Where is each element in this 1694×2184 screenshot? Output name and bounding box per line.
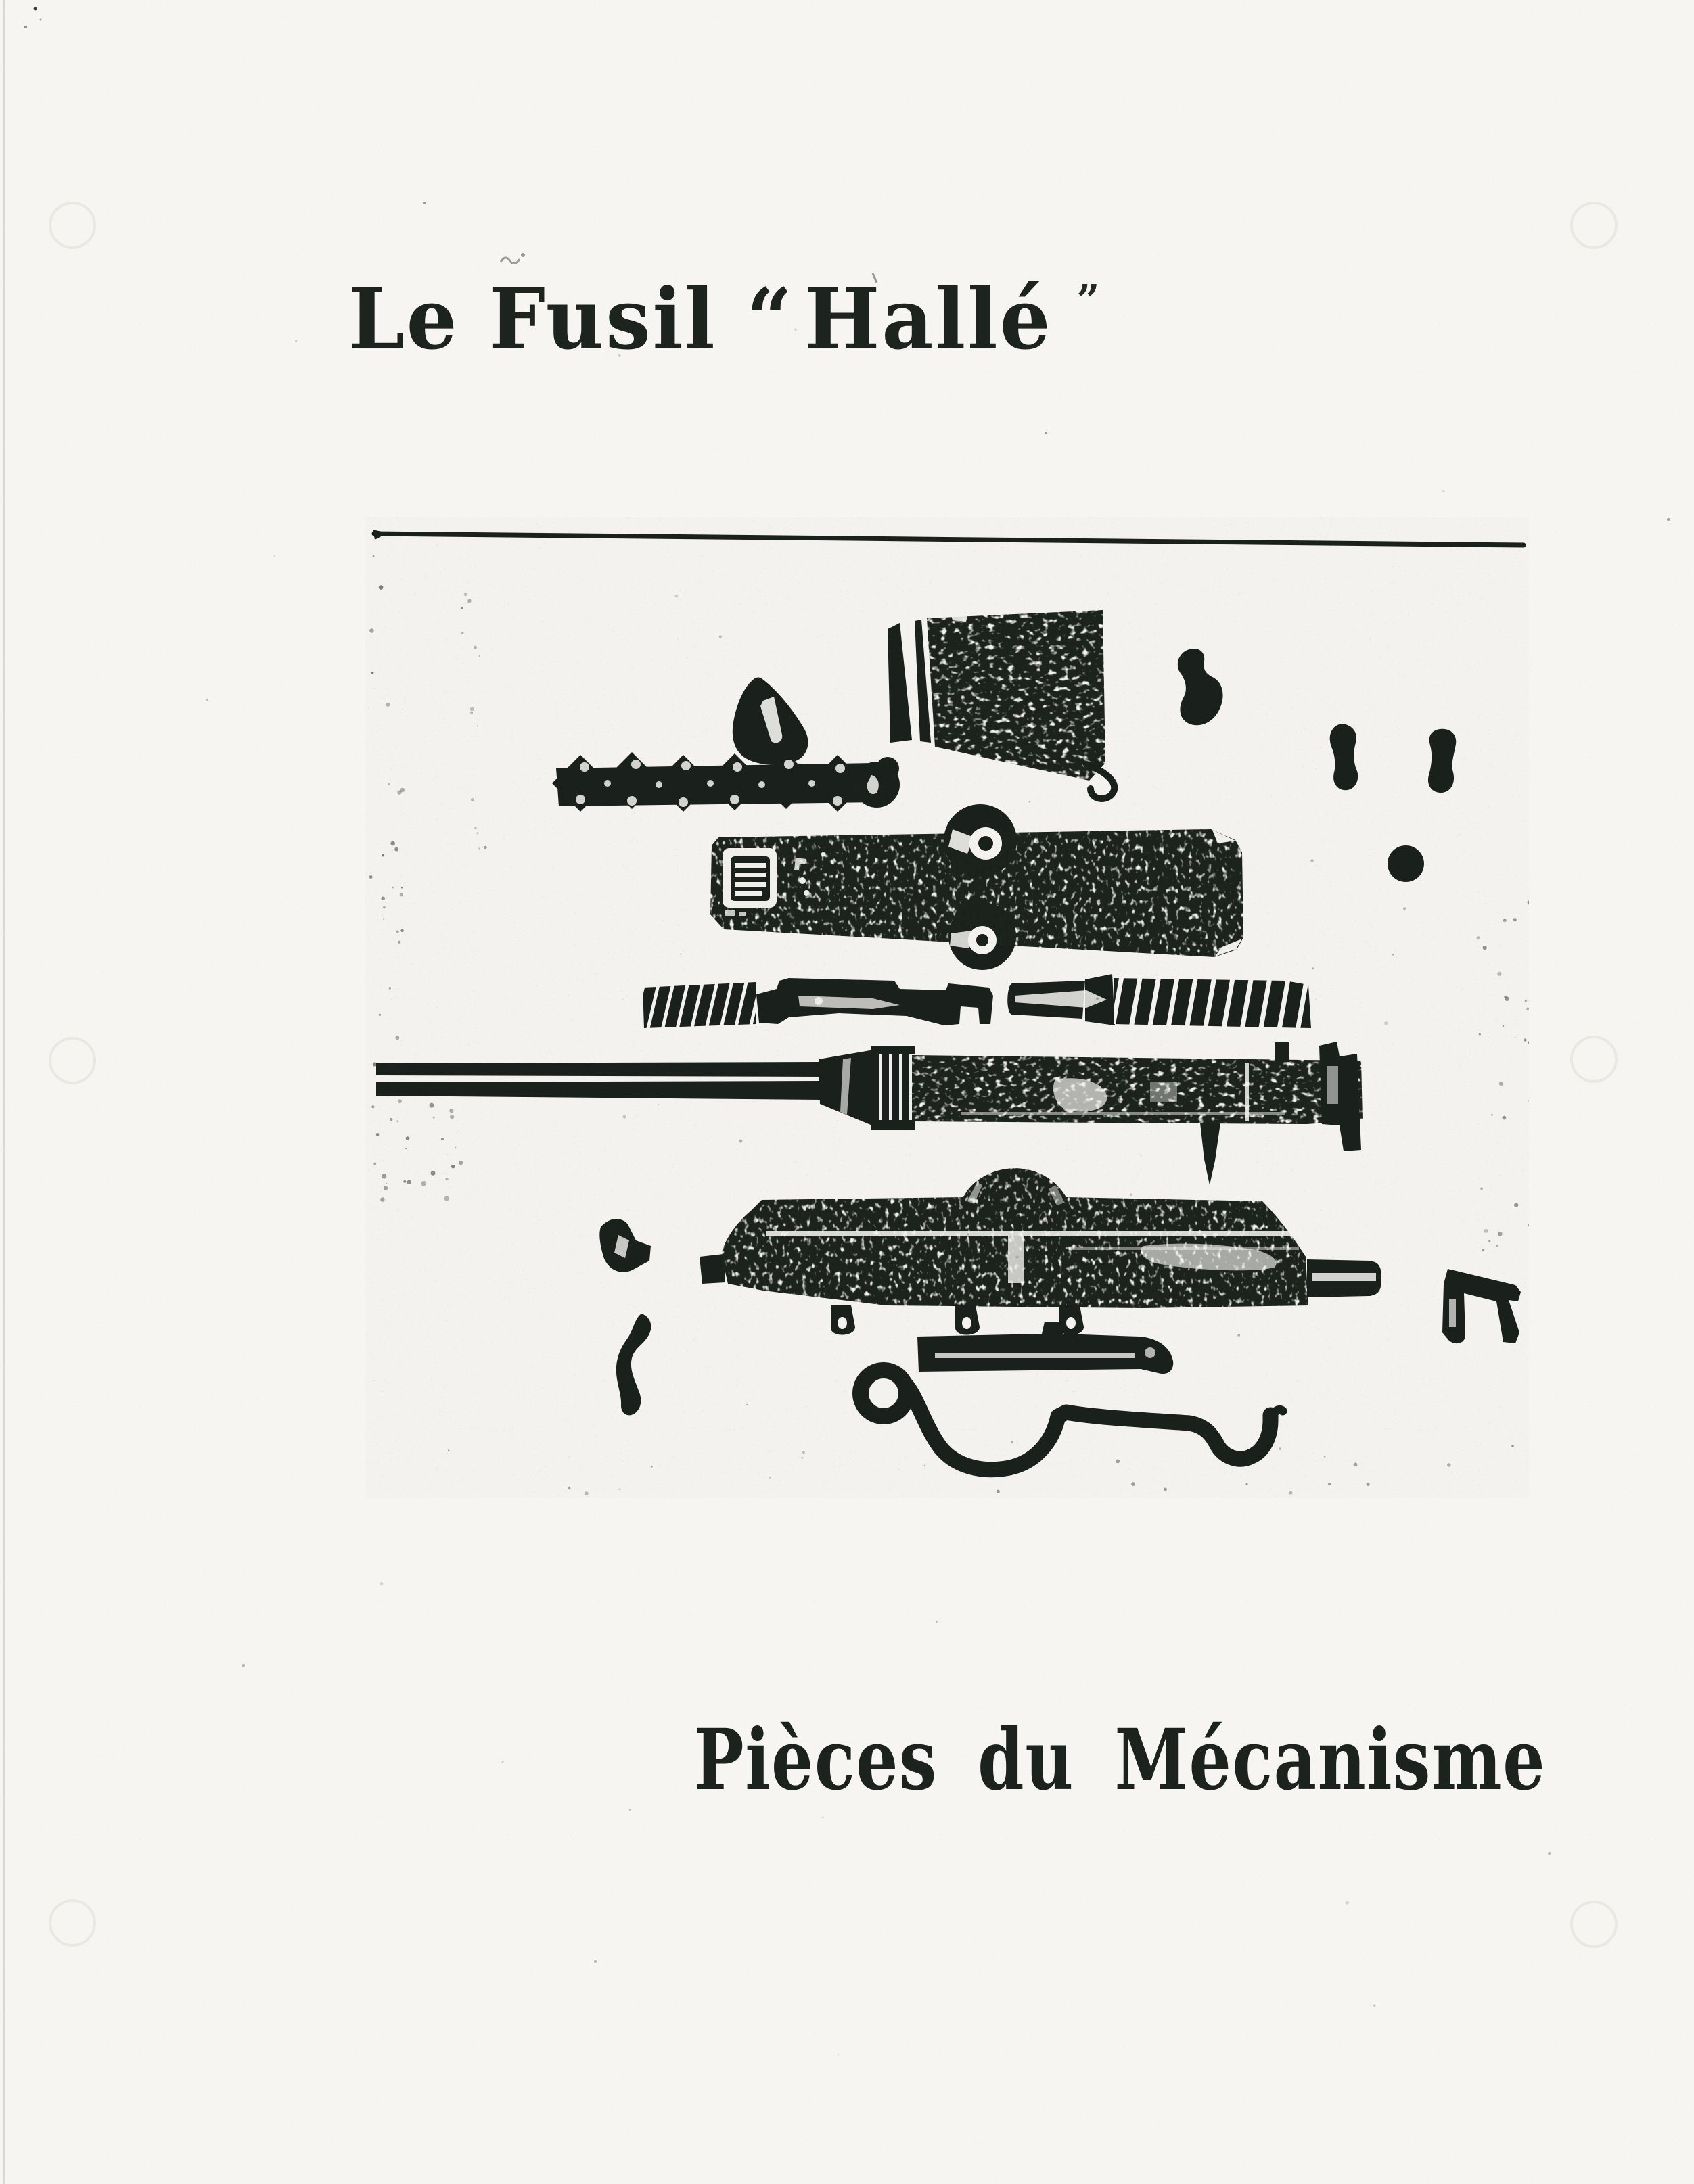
speck	[382, 1174, 386, 1178]
speck	[1484, 1229, 1488, 1233]
speck	[406, 1136, 410, 1140]
speck	[383, 906, 386, 909]
speck	[967, 1233, 969, 1235]
speck	[1496, 1245, 1498, 1247]
speck	[719, 635, 722, 638]
speck	[397, 1120, 399, 1122]
speck	[474, 646, 477, 649]
speck	[376, 1133, 380, 1136]
speck	[1477, 936, 1480, 939]
speck	[1488, 1240, 1490, 1242]
parts-photograph	[365, 517, 1529, 1498]
speck	[433, 1117, 435, 1119]
speck	[295, 340, 297, 342]
speck	[1511, 1445, 1513, 1447]
speck	[459, 1161, 463, 1165]
speck	[1392, 954, 1394, 956]
speck	[1098, 834, 1099, 835]
speck	[380, 1197, 384, 1201]
speck	[386, 1183, 387, 1184]
speck	[1116, 1460, 1120, 1464]
speck	[1096, 997, 1099, 1000]
round-nut-part	[1388, 845, 1424, 882]
speck	[407, 1180, 411, 1184]
speck	[369, 875, 373, 879]
speck	[461, 632, 464, 634]
speck	[402, 709, 403, 710]
speck	[854, 789, 858, 793]
speck	[390, 1118, 392, 1121]
small-pin-part-right	[1428, 729, 1456, 793]
speck	[1328, 1483, 1331, 1485]
speck	[1503, 1116, 1507, 1120]
speck	[382, 854, 384, 856]
speck	[477, 725, 478, 726]
speck	[585, 1491, 589, 1495]
speck	[421, 1181, 426, 1186]
speck	[470, 712, 473, 714]
speck	[1515, 1037, 1516, 1038]
speck	[801, 1457, 803, 1459]
speck	[1011, 1441, 1013, 1443]
title-word: Hallé	[804, 271, 1053, 369]
speck	[1336, 756, 1340, 759]
speck	[474, 827, 476, 829]
speck	[390, 841, 395, 846]
speck	[445, 1178, 448, 1180]
speck	[386, 703, 390, 707]
speck	[403, 1180, 406, 1183]
speck	[1040, 664, 1044, 668]
title-open-quote: “	[746, 271, 794, 369]
speck	[1482, 1249, 1485, 1252]
speck	[451, 1165, 455, 1168]
speck	[1491, 1114, 1493, 1116]
speck	[924, 1465, 926, 1467]
speck	[997, 1490, 1000, 1493]
speck	[392, 887, 394, 889]
speck	[1324, 1456, 1326, 1458]
speck	[1447, 1463, 1450, 1466]
speck	[398, 941, 401, 944]
speck	[1247, 1461, 1252, 1465]
speck	[1279, 1447, 1281, 1450]
speck	[1354, 1462, 1358, 1466]
speck	[401, 887, 403, 888]
speck	[484, 846, 486, 849]
speck	[680, 953, 681, 954]
speck	[1346, 1901, 1349, 1904]
speck	[1525, 1000, 1527, 1002]
speck	[371, 1105, 374, 1108]
speck	[739, 1140, 742, 1143]
speck	[450, 1115, 454, 1119]
speck	[1524, 1038, 1527, 1042]
page-title	[348, 271, 1101, 369]
speck	[400, 893, 403, 896]
speck	[383, 919, 384, 920]
speck	[618, 1489, 620, 1490]
speck	[373, 555, 375, 557]
speck	[478, 847, 480, 850]
speck	[1036, 1459, 1040, 1463]
speck	[1442, 490, 1444, 492]
title-close-quote: ”	[1076, 275, 1101, 325]
speck	[449, 1109, 453, 1113]
speck	[395, 1036, 399, 1040]
speck	[568, 1487, 570, 1489]
speck	[477, 832, 479, 834]
speck	[1384, 1021, 1388, 1025]
speck	[1164, 1488, 1167, 1491]
speck	[397, 791, 401, 795]
speck	[1503, 919, 1507, 922]
speck	[461, 607, 463, 609]
speck	[479, 655, 480, 657]
speck	[1131, 1482, 1135, 1486]
speck	[444, 1196, 449, 1201]
speck	[1505, 996, 1509, 1001]
speck	[612, 1224, 614, 1227]
speck	[1367, 1483, 1370, 1486]
speck	[448, 1449, 449, 1451]
speck	[674, 595, 678, 598]
speck	[1514, 1203, 1518, 1207]
speck	[471, 798, 474, 801]
speck	[467, 599, 472, 603]
speck	[389, 987, 391, 989]
speck	[398, 1099, 402, 1103]
speck	[936, 1621, 938, 1623]
speck	[501, 1761, 503, 1763]
speck	[379, 1014, 381, 1016]
speck	[1503, 1025, 1504, 1027]
speck	[405, 1148, 407, 1149]
speck	[441, 1138, 444, 1140]
recoil-spring-left-part	[643, 982, 756, 1028]
speck	[373, 1163, 376, 1165]
speck	[658, 1104, 659, 1105]
speck	[1237, 1334, 1240, 1337]
speck	[371, 672, 373, 674]
speck	[1289, 1491, 1292, 1494]
title-prefix: Le Fusil	[348, 271, 717, 369]
speck	[1312, 967, 1314, 969]
speck	[802, 1451, 805, 1454]
speck	[400, 929, 403, 932]
speck	[1029, 801, 1031, 803]
speck	[373, 1062, 377, 1066]
speck	[1483, 946, 1487, 950]
speck	[1373, 2005, 1375, 2007]
speck	[470, 707, 474, 711]
speck	[629, 1809, 632, 1811]
speck	[1513, 918, 1517, 921]
speck	[623, 1115, 626, 1118]
speck	[274, 555, 275, 556]
speck	[388, 783, 390, 785]
speck	[1499, 1082, 1504, 1086]
speck	[1497, 972, 1501, 976]
speck	[1526, 1008, 1529, 1010]
speck	[822, 1817, 824, 1819]
speck	[394, 847, 398, 852]
speck	[1130, 1193, 1132, 1196]
figure-caption: Pièces du Mécanisme	[694, 1711, 1547, 1809]
speck	[651, 1466, 653, 1468]
speck	[381, 897, 385, 901]
speck	[994, 1467, 997, 1470]
speck	[1403, 907, 1406, 910]
speck	[990, 877, 992, 879]
speck	[838, 2054, 839, 2055]
speck	[1498, 1232, 1503, 1236]
speck	[431, 1171, 436, 1176]
speck	[455, 1147, 456, 1148]
speck	[1246, 1483, 1248, 1485]
speck	[380, 1582, 383, 1585]
speck	[1479, 1033, 1481, 1035]
speck	[1310, 859, 1313, 862]
speck	[384, 1186, 388, 1190]
speck	[1015, 1256, 1019, 1259]
speck	[369, 628, 374, 633]
speck	[379, 585, 384, 590]
speck	[930, 674, 933, 676]
speck	[769, 1477, 771, 1479]
speck	[1480, 1188, 1483, 1190]
speck	[464, 593, 467, 596]
speck	[206, 699, 208, 701]
speck	[430, 1103, 434, 1108]
speck	[746, 1404, 748, 1406]
speck	[396, 931, 399, 933]
